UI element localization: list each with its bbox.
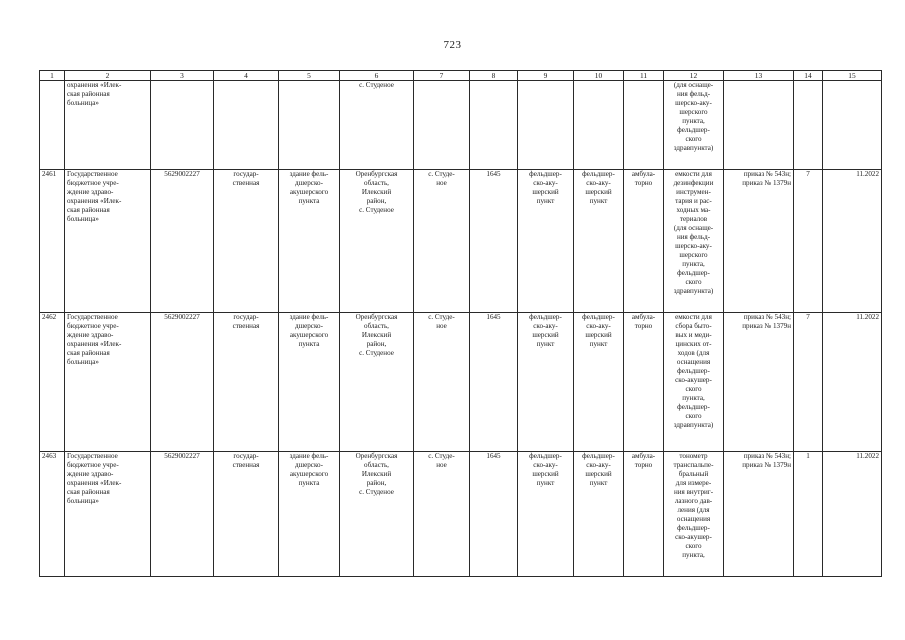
cell-quantity <box>794 81 823 170</box>
cell-address: Оренбургская область, Илекский район, с. Студеное <box>340 170 414 313</box>
cell-locality: с. Студе- ное <box>414 452 470 577</box>
cell-code: 1645 <box>470 170 518 313</box>
cell-locality: с. Студе- ное <box>414 313 470 452</box>
cell-organization: Государственное бюджетное учре- ждение здраво- охранения «Илек- ская районная больница» <box>65 170 151 313</box>
column-header: 15 <box>823 71 882 81</box>
cell-address: Оренбургская область, Илекский район, с. Студеное <box>340 452 414 577</box>
column-header: 13 <box>724 71 794 81</box>
cell-unit-type: фельдшер- ско-аку- шерский пункт <box>518 313 574 452</box>
cell-organization: Государственное бюджетное учре- ждение здраво- охранения «Илек- ская районная больница» <box>65 313 151 452</box>
column-header: 1 <box>40 71 65 81</box>
cell-num: 2462 <box>40 313 65 452</box>
cell-code: 1645 <box>470 313 518 452</box>
cell-care-form: амбула- торно <box>624 313 664 452</box>
column-header: 10 <box>574 71 624 81</box>
cell-date: 11.2022 <box>823 452 882 577</box>
cell-equipment: тонометр транспальпе- бральный для измере- ния внутриг- лазного дав- ления (для оснащения фельдшер- ско-акушер- ского пункта, <box>664 452 724 577</box>
cell-building: здание фель- дшерско- акушерского пункта <box>279 170 340 313</box>
cell-num <box>40 81 65 170</box>
cell-equipment: емкости для дезинфекции инструмен- тария и рас- ходных ма- териалов (для оснаще- ния фельд- шерско-аку- шерского пункта, фельдшер- ского здравпункта) <box>664 170 724 313</box>
cell-unit-name: фельдшер- ско-аку- шерский пункт <box>574 313 624 452</box>
column-header: 12 <box>664 71 724 81</box>
cell-quantity: 7 <box>794 313 823 452</box>
cell-unit-name <box>574 81 624 170</box>
cell-quantity: 1 <box>794 452 823 577</box>
cell-unit-type: фельдшер- ско-аку- шерский пункт <box>518 170 574 313</box>
cell-care-form: амбула- торно <box>624 452 664 577</box>
cell-unit-name: фельдшер- ско-аку- шерский пункт <box>574 170 624 313</box>
cell-ownership: государ- ственная <box>214 170 279 313</box>
cell-order: приказ № 543н; приказ № 1379н <box>724 170 794 313</box>
cell-unit-type <box>518 81 574 170</box>
cell-order <box>724 81 794 170</box>
cell-locality <box>414 81 470 170</box>
cell-date: 11.2022 <box>823 313 882 452</box>
cell-care-form <box>624 81 664 170</box>
column-header: 9 <box>518 71 574 81</box>
column-header: 6 <box>340 71 414 81</box>
column-header: 4 <box>214 71 279 81</box>
table-row <box>40 170 882 313</box>
cell-inn: 5629002227 <box>151 313 214 452</box>
column-header: 3 <box>151 71 214 81</box>
cell-quantity: 7 <box>794 170 823 313</box>
column-header: 8 <box>470 71 518 81</box>
cell-order: приказ № 543н; приказ № 1379н <box>724 452 794 577</box>
page-number: 723 <box>443 39 462 51</box>
cell-ownership: государ- ственная <box>214 452 279 577</box>
column-header: 2 <box>65 71 151 81</box>
cell-date: 11.2022 <box>823 170 882 313</box>
cell-ownership: государ- ственная <box>214 313 279 452</box>
cell-organization: Государственное бюджетное учре- ждение здраво- охранения «Илек- ская районная больница» <box>65 452 151 577</box>
table-row <box>40 313 882 452</box>
cell-organization: охранения «Илек- ская районная больница» <box>65 81 151 170</box>
cell-address: с. Студеное <box>340 81 414 170</box>
cell-code: 1645 <box>470 452 518 577</box>
cell-building <box>279 81 340 170</box>
cell-care-form: амбула- торно <box>624 170 664 313</box>
registry-table <box>39 70 882 577</box>
column-header: 14 <box>794 71 823 81</box>
cell-inn: 5629002227 <box>151 452 214 577</box>
cell-order: приказ № 543н; приказ № 1379н <box>724 313 794 452</box>
cell-building: здание фель- дшерско- акушерского пункта <box>279 452 340 577</box>
cell-building: здание фель- дшерско- акушерского пункта <box>279 313 340 452</box>
table-row <box>40 452 882 577</box>
column-header: 5 <box>279 71 340 81</box>
cell-inn: 5629002227 <box>151 170 214 313</box>
column-header: 11 <box>624 71 664 81</box>
cell-locality: с. Студе- ное <box>414 170 470 313</box>
cell-num: 2461 <box>40 170 65 313</box>
cell-code <box>470 81 518 170</box>
cell-equipment: (для оснаще- ния фельд- шерско-аку- шерского пункта, фельдшер- ского здравпункта) <box>664 81 724 170</box>
cell-unit-name: фельдшер- ско-аку- шерский пункт <box>574 452 624 577</box>
cell-inn <box>151 81 214 170</box>
cell-date <box>823 81 882 170</box>
column-header: 7 <box>414 71 470 81</box>
cell-num: 2463 <box>40 452 65 577</box>
cell-ownership <box>214 81 279 170</box>
cell-equipment: емкости для сбора быто- вых и меди- цинских от- ходов (для оснащения фельдшер- ско-акушер- ского пункта, фельдшер- ского здравпункта) <box>664 313 724 452</box>
cell-unit-type: фельдшер- ско-аку- шерский пункт <box>518 452 574 577</box>
table-row-continuation <box>40 81 882 170</box>
header-row <box>40 71 882 81</box>
cell-address: Оренбургская область, Илекский район, с. Студеное <box>340 313 414 452</box>
